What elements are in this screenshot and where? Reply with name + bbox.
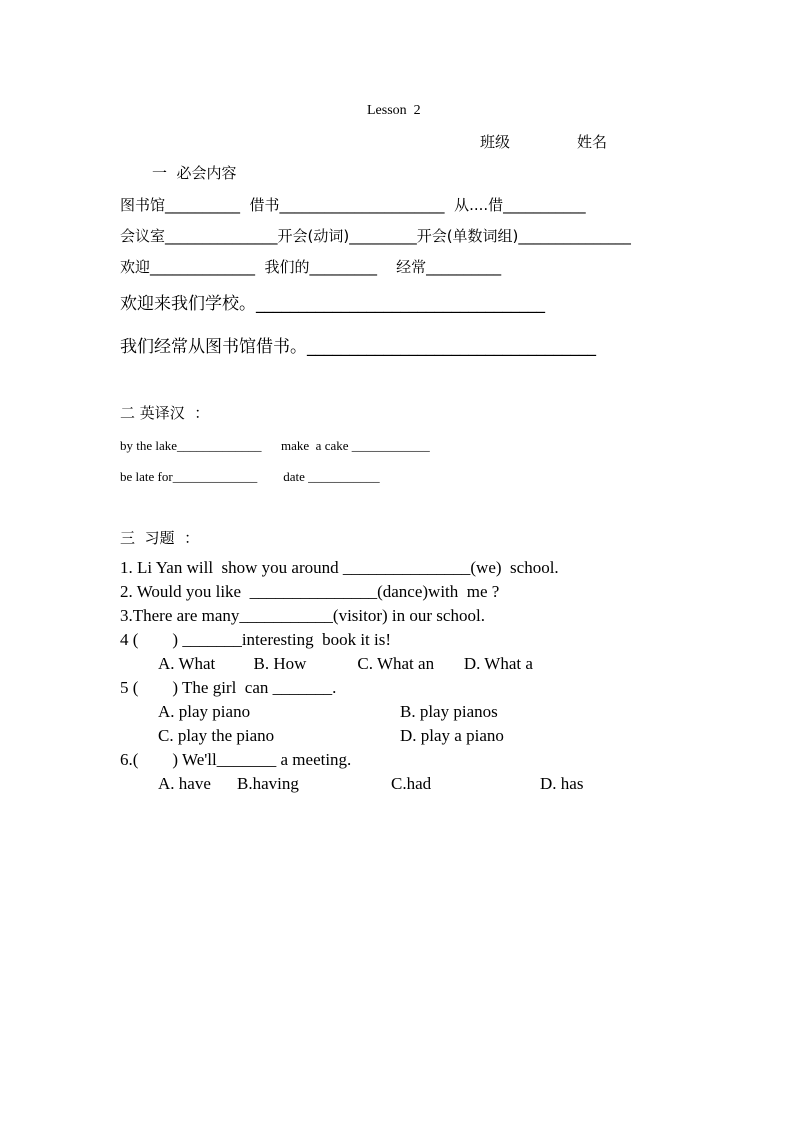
section3-heading: 三 习题 ： — [120, 529, 200, 547]
question-5-option-a: A. play piano — [158, 702, 251, 721]
lesson-title: Lesson 2 — [367, 103, 421, 118]
question-5-option-c: C. play the piano — [158, 726, 275, 745]
question-6-option-b: B.having — [237, 774, 299, 793]
question-4: 4 ( ) _______interesting book it is! — [120, 630, 392, 649]
question-5-option-d: D. play a piano — [400, 726, 504, 745]
phrase-row-1: by the lake_____________ make a cake ____________ — [120, 438, 430, 453]
question-4-options: A. What B. How C. What an D. What a — [158, 654, 533, 673]
question-5-option-b: B. play pianos — [400, 702, 498, 721]
name-label: 姓名 — [577, 133, 608, 151]
vocab-row-3: 欢迎______________ 我们的_________ 经常__________ — [120, 258, 502, 276]
translate-sentence-1: 欢迎来我们学校。__________________________________ — [120, 294, 545, 314]
question-3: 3.There are many___________(visitor) in our school. — [120, 606, 485, 625]
translate-sentence-2: 我们经常从图书馆借书。__________________________________ — [120, 337, 596, 357]
question-6-option-d: D. has — [540, 774, 584, 793]
question-2: 2. Would you like _______________(dance)with me ? — [120, 582, 500, 601]
vocab-row-1: 图书馆__________ 借书______________________ 从....借___________ — [120, 196, 586, 214]
class-label: 班级 — [480, 133, 511, 151]
phrase-row-2: be late for_____________ date ___________ — [120, 469, 380, 484]
question-1: 1. Li Yan will show you around _______________(we) school. — [120, 558, 559, 577]
question-6-option-a: A. have — [158, 774, 211, 793]
section2-heading: 二 英译汉 ： — [120, 404, 210, 422]
question-5: 5 ( ) The girl can _______. — [120, 678, 337, 697]
question-6: 6.( ) We'll_______ a meeting. — [120, 750, 352, 769]
vocab-row-2: 会议室_______________开会(动词)_________开会(单数词组)_______________ — [120, 227, 631, 245]
section1-heading: 一 必会内容 — [152, 164, 237, 182]
question-6-option-c: C.had — [391, 774, 432, 793]
